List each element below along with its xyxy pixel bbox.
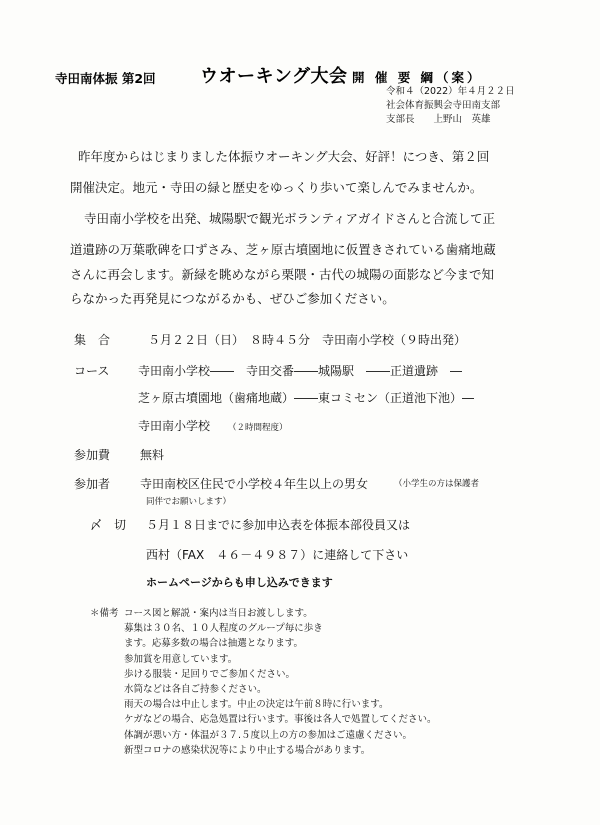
notes-item: 体調が悪い方・体温が３７.５度以上の方の参加はご遠慮ください。 <box>124 729 413 741</box>
notes-item: 水筒などは各自ご持参ください。 <box>124 684 267 696</box>
participants-value: 寺田南校区住民で小学校４年生以上の男女 <box>140 477 369 491</box>
intro-p2-line2: 道遺跡の万葉歌碑を口ずさみ、芝ヶ原古墳園地に仮置きされている歯痛地蔵 <box>70 242 496 257</box>
notes-list <box>124 606 437 758</box>
notes-item: ケガなどの場合、応急処置は行います。事後は各人で処置してください。 <box>124 714 437 726</box>
document-type: 開 催 要 綱（案） <box>352 70 483 85</box>
deadline-line2: 西村（FAX ４６－４９８７）に連絡して下さい <box>146 548 409 562</box>
deadline-line1: ５月１８日までに参加申込表を体振本部役員又は <box>146 518 411 532</box>
org-event-number: 寺田南体振 第2回 <box>55 71 156 86</box>
notes-item: 参加賞を用意しています。 <box>124 653 238 665</box>
notes-item: 歩ける服装・足回りでご参加ください。 <box>124 668 296 680</box>
participants-note-2: 同伴でお願いします） <box>146 497 232 507</box>
event-title: ウオーキング大会 <box>200 66 348 87</box>
notes-item: ます。応募多数の場合は抽選となります。 <box>124 638 303 650</box>
intro-p2-line3: さんに再会します。新緑を眺めながら栗隈・古代の城陽の面影など今まで知 <box>70 267 495 282</box>
issue-date: 令和４（2022）年４月２２日 <box>386 86 515 97</box>
notes-item: コース図と解説・案内は当日お渡しします。 <box>124 608 313 619</box>
intro-p1-line2: 開催決定。地元・寺田の緑と歴史をゆっくり歩いて楽しんでみませんか。 <box>70 180 483 195</box>
issuer: 社会体育振興会寺田南支部 <box>386 100 501 111</box>
intro-p1-line1: 昨年度からはじまりました体振ウオーキング大会、好評！につき、第２回 <box>78 149 490 164</box>
intro-p2-line4: らなかった再発見につながるかも、ぜひご参加ください。 <box>70 291 395 306</box>
deadline-line3: ホームページからも申し込みできます <box>146 576 333 589</box>
notes-label: ＊備考 <box>90 608 119 619</box>
course-line1: 寺田南小学校―― 寺田交番――城陽駅 ――正道遺跡 ― <box>138 364 463 378</box>
chief-name: 支部長 上野山 英雄 <box>386 114 491 125</box>
meet-value: ５月２２日（日） ８時４５分 寺田南小学校（９時出発） <box>148 333 467 347</box>
notes-item: 雨天の場合は中止します。中止の決定は午前８時に行います。 <box>124 699 389 711</box>
participants-label: 参加者 <box>74 477 111 491</box>
course-duration-note: （２時間程度） <box>228 423 288 433</box>
deadline-label: 〆 切 <box>90 518 127 532</box>
course-line3: 寺田南小学校 <box>138 419 211 433</box>
course-line2: 芝ヶ原古墳園地（歯痛地蔵）――東コミセン（正道池下池）― <box>138 391 475 405</box>
notes-item: 募集は３０名、１０人程度のグループ毎に歩き <box>124 623 323 635</box>
fee-label: 参加費 <box>74 448 111 462</box>
participants-note-1: （小学生の方は保護者 <box>394 479 480 489</box>
notes-item: 新型コロナの感染状況等により中止する場合があります。 <box>124 744 371 756</box>
intro-p2-line1: 寺田南小学校を出発、城陽駅で観光ボランティアガイドさんと合流して正 <box>84 211 496 226</box>
meet-label: 集 合 <box>74 333 111 347</box>
fee-value: 無料 <box>140 448 165 462</box>
notes-block <box>90 606 437 756</box>
course-label: コース <box>74 364 110 378</box>
